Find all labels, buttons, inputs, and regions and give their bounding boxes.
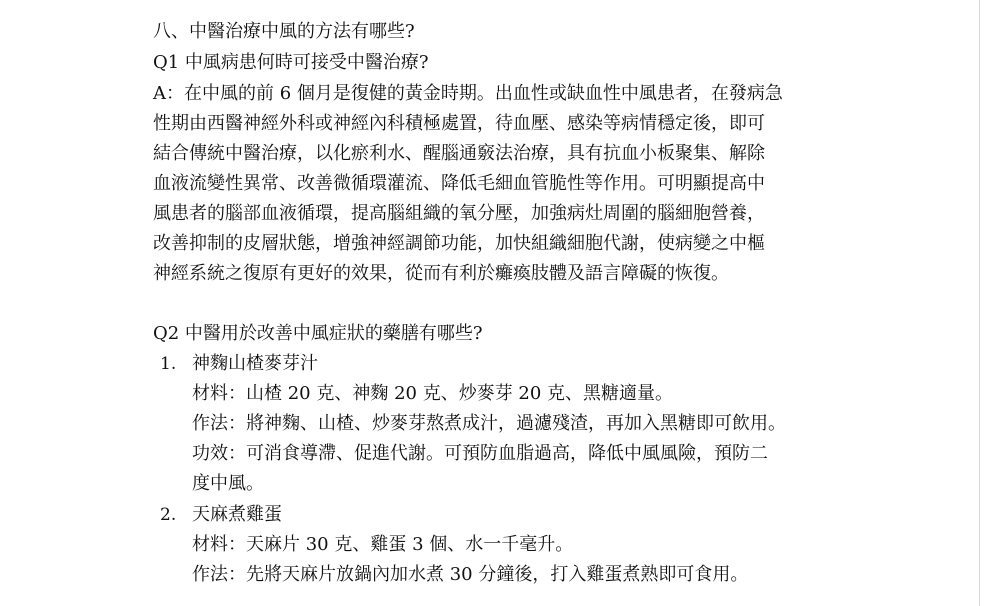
page-edge-divider xyxy=(979,0,980,606)
q2-question: Q2 中醫用於改善中風症狀的藥膳有哪些? xyxy=(153,323,483,344)
recipe-method: 作法：先將天麻片放鍋內加水煮 30 分鐘後，打入雞蛋煮熟即可食用。 xyxy=(192,564,749,585)
recipe-ingredients: 材料：天麻片 30 克、雞蛋 3 個、水一千毫升。 xyxy=(192,534,574,555)
q1-question: Q1 中風病患何時可接受中醫治療? xyxy=(153,52,429,73)
recipe-effect: 功效：可消食導滯、促進代謝。可預防血脂過高，降低中風風險，預防二 xyxy=(192,443,768,464)
q1-answer-line: 風患者的腦部血液循環，提高腦組織的氧分壓，加強病灶周圍的腦細胞營養， xyxy=(153,203,765,224)
recipe-effect-continued: 度中風。 xyxy=(192,473,264,494)
q1-answer-line: 結合傳統中醫治療，以化瘀利水、醒腦通竅法治療，具有抗血小板聚集、解除 xyxy=(153,143,765,164)
q1-answer-line: 神經系統之復原有更好的效果，從而有利於癱瘓肢體及語言障礙的恢復。 xyxy=(153,263,729,284)
section-heading: 八、中醫治療中風的方法有哪些? xyxy=(153,21,415,42)
list-item-number: 2. xyxy=(160,505,177,525)
q1-answer-line: 改善抑制的皮層狀態，增強神經調節功能，加快組織細胞代謝，使病變之中樞 xyxy=(153,233,765,254)
recipe-method: 作法：將神麴、山楂、炒麥芽熬煮成汁，過濾殘渣，再加入黑糖即可飲用。 xyxy=(192,413,786,434)
q1-answer-line: 血液流變性異常、改善微循環灌流、降低毛細血管脆性等作用。可明顯提高中 xyxy=(153,173,765,194)
recipe-name: 天麻煮雞蛋 xyxy=(192,504,282,525)
list-item-number: 1. xyxy=(160,354,177,374)
q1-answer-line: A：在中風的前 6 個月是復健的黃金時期。出血性或缺血性中風患者，在發病急 xyxy=(153,83,783,104)
recipe-name: 神麴山楂麥芽汁 xyxy=(192,353,318,374)
q1-answer-line: 性期由西醫神經外科或神經內科積極處置，待血壓、感染等病情穩定後，即可 xyxy=(153,113,765,134)
recipe-ingredients: 材料：山楂 20 克、神麴 20 克、炒麥芽 20 克、黑糖適量。 xyxy=(192,383,674,404)
